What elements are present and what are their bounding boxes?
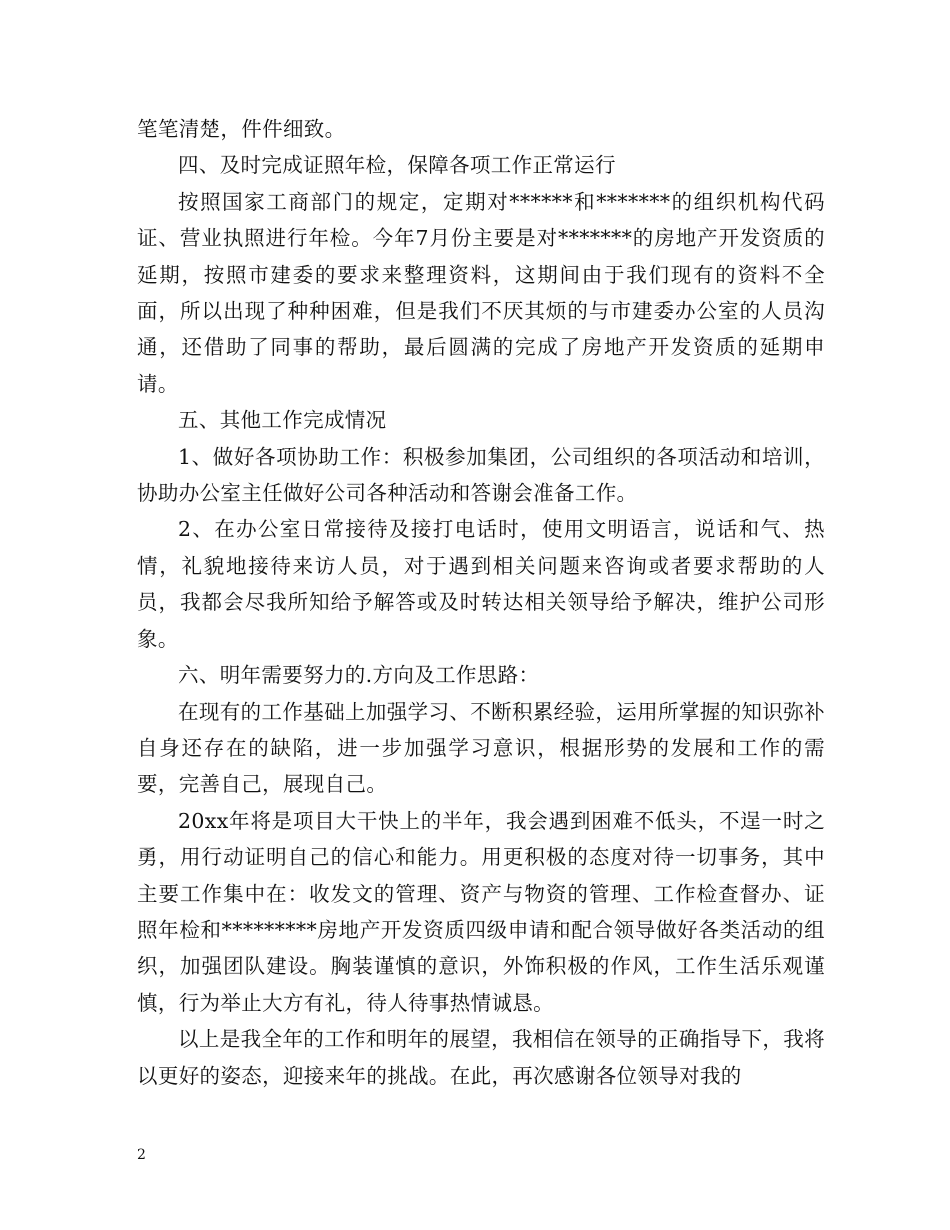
paragraph-next-year: 20xx年将是项目大干快上的半年，我会遇到困难不低头，不逞一时之勇，用行动证明自己的信心和能力。用更积极的态度对待一切事务，其中主要工作集中在：收发文的管理、资产与物资的管理、工作检查督办、证照年检和*********房地产开发资质四级申请和配合领导做好各类活动的组织，加强团队建设。胸装谨慎的意识，外饰积极的作风，工作生活乐观谨慎，行为举止大方有礼，待人待事热情诚恳。: [137, 808, 825, 1015]
section-heading-6: 六、明年需要努力的.方向及工作思路：: [178, 663, 540, 688]
section-heading-5: 五、其他工作完成情况: [178, 408, 387, 433]
paragraph-annual-inspection: 按照国家工商部门的规定，定期对******和*******的组织机构代码证、营业执照进行年检。今年7月份主要是对*******的房地产开发资质的延期，按照市建委的要求来整理资料，这期间由于我们现有的资料不全面，所以出现了种种困难，但是我们不厌其烦的与市建委办公室的人员沟通，还借助了同事的帮助，最后圆满的完成了房地产开发资质的延期申请。: [137, 189, 826, 396]
paragraph-item-2: 2、在办公室日常接待及接打电话时，使用文明语言，说话和气、热情，礼貌地接待来访人员，对于遇到相关问题来咨询或者要求帮助的人员，我都会尽我所知给予解答或及时转达相关领导给予解决，维护公司形象。: [137, 517, 825, 651]
document-body: [137, 111, 825, 1094]
paragraph-item-1: 1、做好各项协助工作：积极参加集团，公司组织的各项活动和培训，协助办公室主任做好公司各种活动和答谢会准备工作。: [137, 444, 825, 506]
paragraph-continuation: 笔笔清楚，件件细致。: [137, 117, 346, 141]
paragraph-closing: 以上是我全年的工作和明年的展望，我相信在领导的正确指导下，我将以更好的姿态，迎接来年的挑战。在此，再次感谢各位领导对我的: [137, 1027, 825, 1088]
page-number: 2: [137, 1147, 146, 1163]
paragraph-learning: 在现有的工作基础上加强学习、不断积累经验，运用所掌握的知识弥补自身还存在的缺陷，进一步加强学习意识，根据形势的发展和工作的需要，完善自己，展现自己。: [137, 699, 825, 797]
section-heading-4: 四、及时完成证照年检，保障各项工作正常运行: [178, 153, 616, 178]
